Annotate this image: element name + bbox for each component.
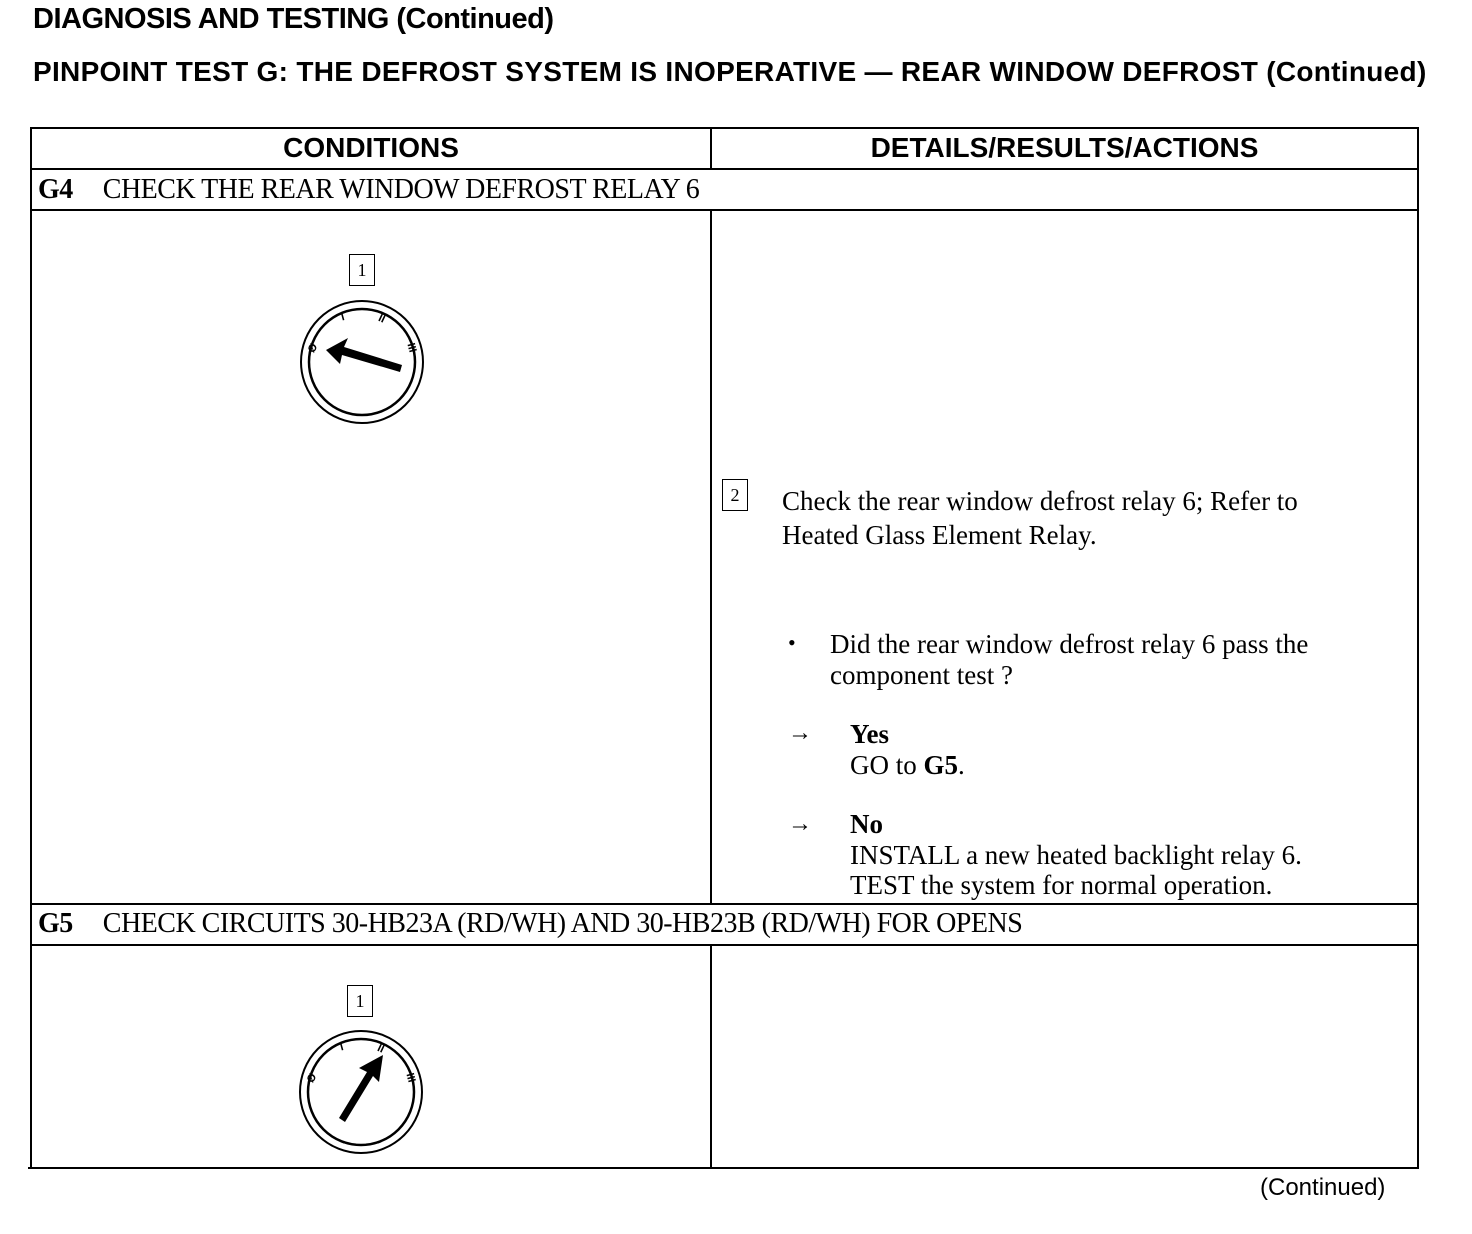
g4-step-2-number: 2 bbox=[722, 479, 748, 511]
details-header: DETAILS/RESULTS/ACTIONS bbox=[870, 132, 1259, 163]
g4-yes-action bbox=[850, 749, 965, 782]
continued-footer: (Continued) bbox=[1260, 1174, 1386, 1201]
ignition-switch-run-icon bbox=[295, 1030, 427, 1154]
g4-question-line2: component test ? bbox=[830, 660, 1013, 690]
g4-step-text: CHECK THE REAR WINDOW DEFROST RELAY 6 bbox=[102, 174, 700, 205]
g4-no-action-line2: TEST the system for normal operation. bbox=[850, 870, 1273, 900]
pinpoint-test-title: PINPOINT TEST G: THE DEFROST SYSTEM IS INOPERATIVE — REAR WINDOW DEFROST (Continued) bbox=[33, 56, 1427, 87]
svg-text:I: I bbox=[338, 1041, 345, 1054]
g4-step-id: G4 bbox=[38, 174, 73, 205]
ignition-switch-off-icon bbox=[296, 300, 428, 424]
g4-title-border bbox=[30, 209, 1419, 211]
svg-text:Ø: Ø bbox=[304, 1071, 320, 1086]
bullet-icon: • bbox=[788, 630, 796, 655]
table-bottom-border bbox=[28, 1167, 1419, 1169]
g5-title-border bbox=[30, 944, 1419, 946]
g4-instruction-line1: Check the rear window defrost relay 6; Refer to bbox=[782, 486, 1298, 516]
svg-text:I: I bbox=[339, 311, 346, 324]
g4-instruction-line2: Heated Glass Element Relay. bbox=[782, 520, 1097, 550]
g4-yes-label: Yes bbox=[850, 719, 889, 749]
table-left-border bbox=[30, 127, 32, 1169]
column-divider-g5 bbox=[710, 944, 712, 1169]
g5-step-id: G5 bbox=[38, 908, 73, 939]
svg-text:III: III bbox=[403, 1071, 418, 1084]
table-top-border bbox=[30, 127, 1419, 129]
g4-no-label: No bbox=[850, 809, 883, 839]
g5-top-border bbox=[30, 903, 1419, 905]
svg-text:II: II bbox=[376, 312, 387, 326]
svg-text:Ø: Ø bbox=[305, 341, 321, 356]
g4-yes-action-suffix: . bbox=[958, 750, 965, 780]
svg-text:III: III bbox=[404, 341, 419, 354]
g4-yes-action-prefix: GO to bbox=[850, 750, 924, 780]
g5-step-title bbox=[38, 908, 1022, 940]
svg-text:II: II bbox=[375, 1042, 386, 1056]
right-arrow-icon: → bbox=[788, 811, 812, 837]
g4-step-1-number: 1 bbox=[349, 254, 375, 286]
g5-step-text: CHECK CIRCUITS 30-HB23A (RD/WH) AND 30-HB23B (RD/WH) FOR OPENS bbox=[102, 908, 1023, 939]
header-row-border bbox=[30, 168, 1419, 170]
g4-question-line1: Did the rear window defrost relay 6 pass the bbox=[830, 629, 1309, 659]
g5-step-1-number: 1 bbox=[347, 985, 373, 1017]
right-arrow-icon: → bbox=[788, 720, 812, 746]
column-divider-g4 bbox=[710, 209, 712, 905]
g4-step-title bbox=[38, 174, 699, 206]
table-right-border bbox=[1417, 127, 1419, 1169]
g4-yes-action-target: G5 bbox=[923, 750, 959, 780]
g4-no-action-line1: INSTALL a new heated backlight relay 6. bbox=[850, 840, 1302, 870]
page-title: DIAGNOSIS AND TESTING (Continued) bbox=[33, 3, 554, 35]
conditions-header: CONDITIONS bbox=[283, 132, 459, 163]
